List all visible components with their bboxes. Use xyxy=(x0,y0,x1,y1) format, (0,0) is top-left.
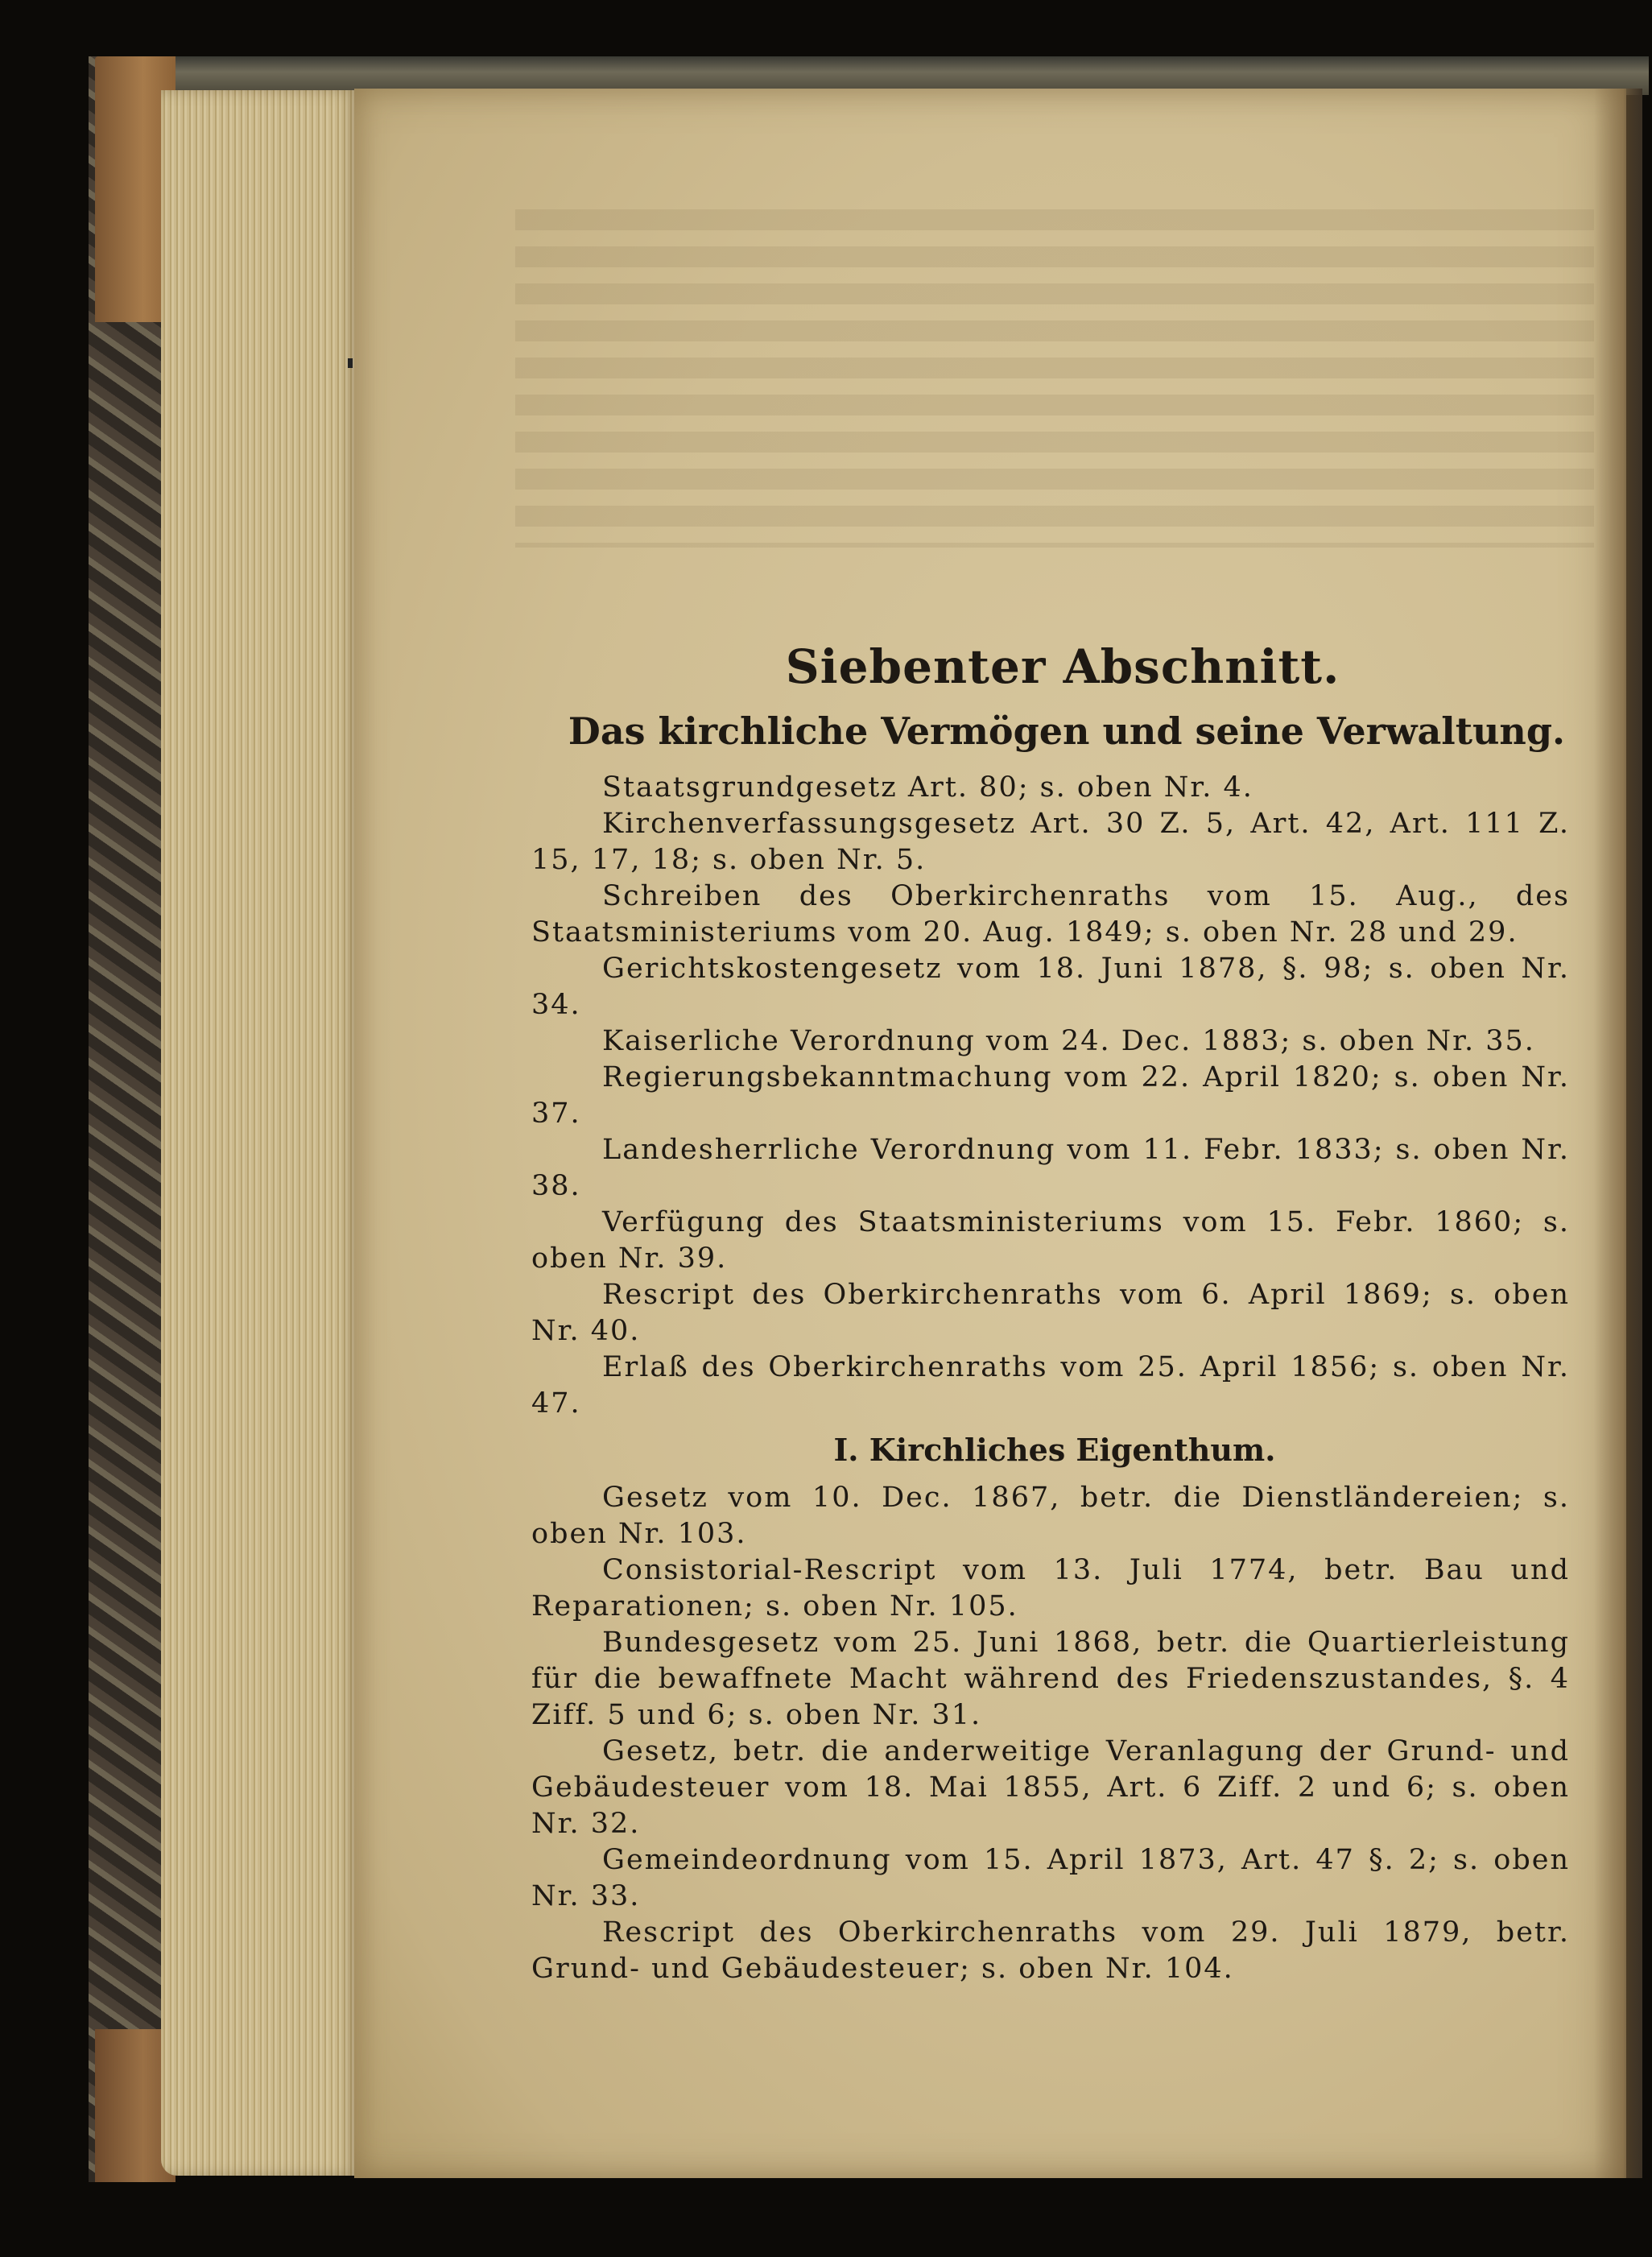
reference-paragraph: Gerichtskostengesetz vom 18. Juni 1878, §. 98; s. oben Nr. 34. xyxy=(531,953,1570,1021)
page-gutter-shadow xyxy=(1594,89,1642,2178)
chapter-subheading: Das kirchliche Vermögen und seine Verwaltung. xyxy=(568,709,1566,753)
chapter-heading: Siebenter Abschnitt. xyxy=(785,639,1340,694)
reference-paragraph: Regierungsbekanntmachung vom 22. April 1820; s. oben Nr. 37. xyxy=(531,1061,1570,1130)
reference-paragraph: Kaiserliche Verordnung vom 24. Dec. 1883; s. oben Nr. 35. xyxy=(602,1025,1535,1057)
section-paragraph: Gemeindeordnung vom 15. April 1873, Art. 47 §. 2; s. oben Nr. 33. xyxy=(531,1844,1570,1912)
reference-paragraph: Erlaß des Oberkirchenraths vom 25. April 1856; s. oben Nr. 47. xyxy=(531,1351,1570,1420)
section-paragraph: Gesetz vom 10. Dec. 1867, betr. die Dienstländereien; s. oben Nr. 103. xyxy=(531,1482,1570,1550)
reference-paragraph: Verfügung des Staatsministeriums vom 15. Febr. 1860; s. oben Nr. 39. xyxy=(531,1206,1570,1275)
reference-paragraph: Schreiben des Oberkirchenraths vom 15. Aug., des Staatsministeriums vom 20. Aug. 1849; s. oben Nr. 28 und 29. xyxy=(531,880,1570,949)
reference-paragraph: Rescript des Oberkirchenraths vom 6. April 1869; s. oben Nr. 40. xyxy=(531,1279,1570,1347)
page-edges xyxy=(161,90,358,2176)
page-mark xyxy=(348,358,353,368)
section-paragraph: Consistorial-Rescript vom 13. Juli 1774, betr. Bau und Reparationen; s. oben Nr. 105. xyxy=(531,1554,1570,1622)
page-content xyxy=(531,636,1578,1987)
section-paragraph: Gesetz, betr. die anderweitige Veranlagung der Grund- und Gebäudesteuer vom 18. Mai 1855, Art. 6 Ziff. 2 und 6; s. oben Nr. 32. xyxy=(531,1735,1570,1840)
book-cover-marbled xyxy=(89,56,170,2182)
section-title: I. Kirchliches Eigenthum. xyxy=(833,1432,1276,1468)
reference-paragraph: Kirchenverfassungsgesetz Art. 30 Z. 5, Art. 42, Art. 111 Z. 15, 17, 18; s. oben Nr. 5. xyxy=(531,808,1570,876)
section-paragraph: Rescript des Oberkirchenraths vom 29. Juli 1879, betr. Grund- und Gebäudesteuer; s. oben Nr. 104. xyxy=(531,1916,1570,1985)
show-through-texture xyxy=(515,209,1594,548)
reference-paragraph: Landesherrliche Verordnung vom 11. Febr. 1833; s. oben Nr. 38. xyxy=(531,1134,1570,1202)
reference-paragraph: Staatsgrundgesetz Art. 80; s. oben Nr. 4. xyxy=(602,771,1253,804)
section-paragraph: Bundesgesetz vom 25. Juni 1868, betr. die Quartierleistung für die bewaffnete Macht während des Friedenszustandes, §. 4 Ziff. 5 und 6; s. oben Nr. 31. xyxy=(531,1627,1570,1731)
